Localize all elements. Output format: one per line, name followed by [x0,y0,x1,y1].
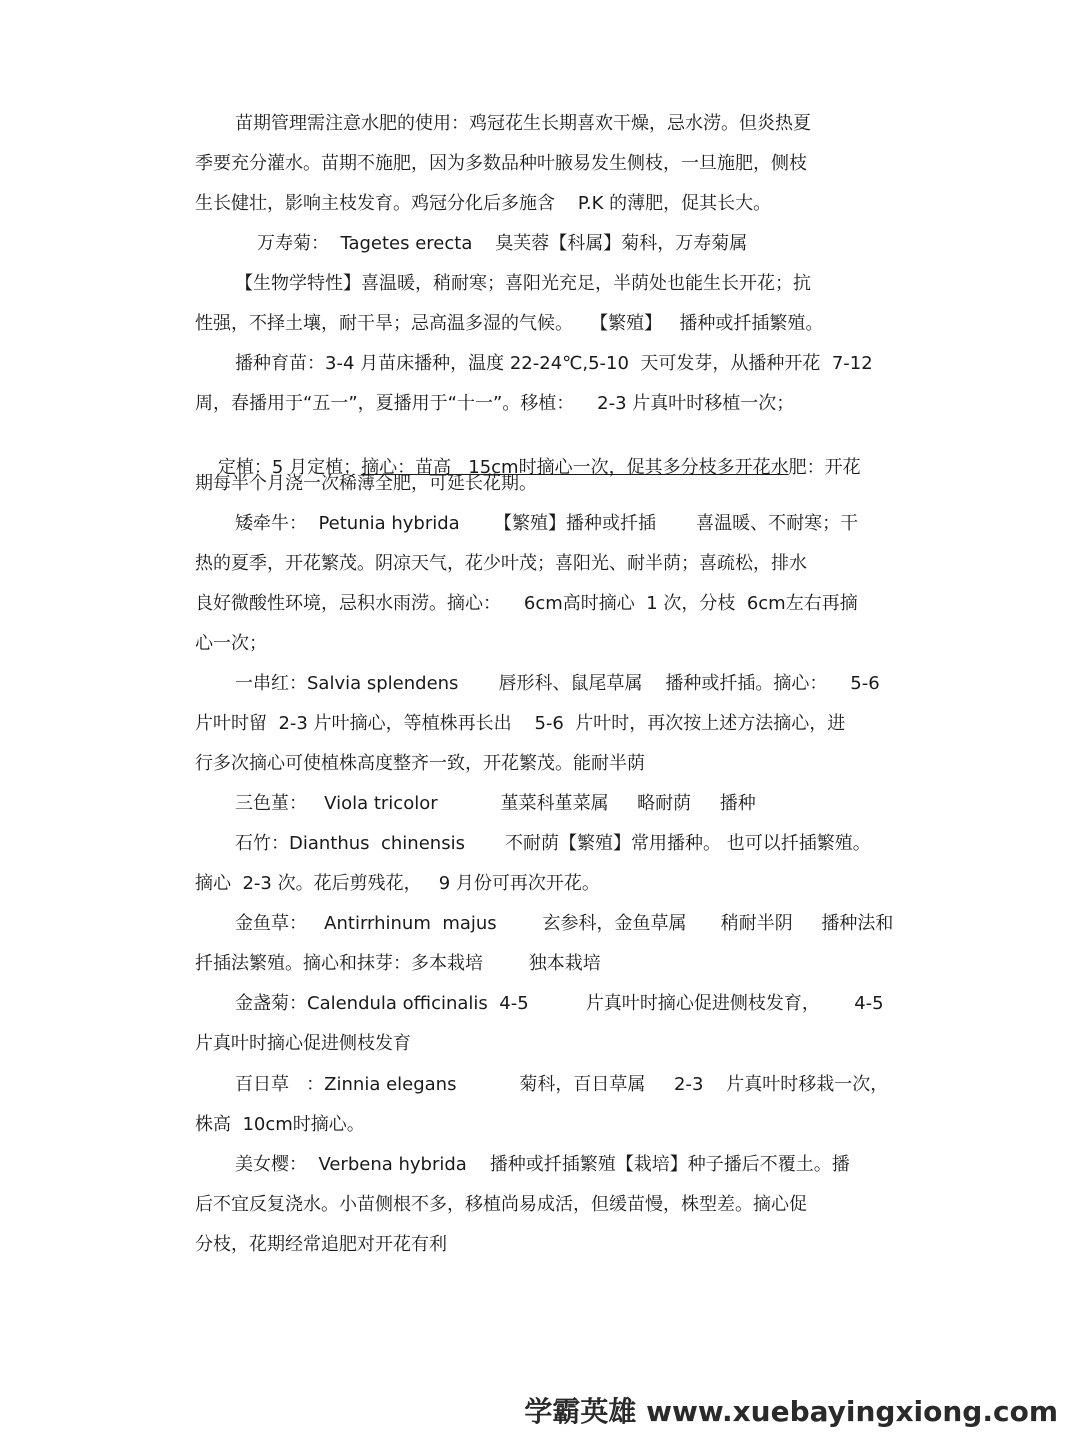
text-line: 良好微酸性环境，忌积水雨涝。摘心： 6cm高时摘心 1 次，分枝 6cm左右再摘 [195,593,858,614]
text-line: 美女樱： Verbena hybrida 播种或扦插繁殖【栽培】种子播后不覆土。播 [235,1154,850,1175]
text-line: 周，春播用于“五一”，夏播用于“十一”。移植： 2-3 片真叶时移植一次； [195,393,795,414]
text-line: 矮牵牛： Petunia hybrida 【繁殖】播种或扦插 喜温暖、不耐寒；干 [235,513,859,534]
text-line: 苗期管理需注意水肥的使用：鸡冠花生长期喜欢干燥，忌水涝。但炎热夏 [235,113,811,134]
text-line: 金盏菊：Calendula officinalis 4-5 片真叶时摘心促进侧枝发育， 4-5 [235,993,884,1014]
text-line: 金鱼草： Antirrhinum majus 玄参科，金鱼草属 稍耐半阴 播种法和 [235,913,894,934]
text-line: 株高 10cm时摘心。 [195,1114,365,1135]
text-segment: 肥：开花 [788,457,861,478]
text-line: 片叶时留 2-3 片叶摘心，等植株再长出 5-6 片叶时，再次按上述方法摘心，进 [195,713,846,734]
underlined-text: 摘心：苗高 15cm时摘心一次，促其多分枝多开花水 [361,457,789,478]
text-line: 摘心 2-3 次。花后剪残花， 9 月份可再次开花。 [195,873,600,894]
text-line: 性强，不择土壤，耐干旱；忌高温多湿的气候。 【繁殖】 播种或扦插繁殖。 [195,313,824,334]
text-line: 热的夏季，开花繁茂。阴凉天气，花少叶茂；喜阳光、耐半荫；喜疏松，排水 [195,553,807,574]
text-segment: 定植：5 月定植； [217,457,362,478]
text-line: 分枝，花期经常追肥对开花有利 [195,1234,447,1255]
text-line: 石竹：Dianthus chinensis 不耐荫【繁殖】常用播种。 也可以扦插繁殖。 [235,833,871,854]
text-line: 三色堇： Viola tricolor 堇菜科堇菜属 略耐荫 播种 [235,793,756,814]
footer-watermark: 学霸英雄 www.xuebayingxiong.com [524,1395,1058,1428]
text-line: 生长健壮，影响主枝发育。鸡冠分化后多施含 P.K 的薄肥，促其长大。 [195,193,772,214]
text-line: 百日草 ：Zinnia elegans 菊科，百日草属 2-3 片真叶时移栽一次， [235,1074,889,1095]
text-line: 万寿菊： Tagetes erecta 臭芙蓉【科属】菊科，万寿菊属 [257,233,748,254]
text-line: 季要充分灌水。苗期不施肥，因为多数品种叶腋易发生侧枝，一旦施肥，侧枝 [195,153,807,174]
text-line: 后不宜反复浇水。小苗侧根不多，移植尚易成活，但缓苗慢，株型差。摘心促 [195,1194,807,1215]
text-line: 期每半个月浇一次稀薄全肥，可延长花期。 [195,473,537,494]
text-line: 心一次； [195,633,267,654]
text-line: 扦插法繁殖。摘心和抹芽：多本栽培 独本栽培 [195,953,601,974]
text-line: 行多次摘心可使植株高度整齐一致，开花繁茂。能耐半荫 [195,753,645,774]
text-line: 【生物学特性】喜温暖，稍耐寒；喜阳光充足，半荫处也能生长开花；抗 [235,273,811,294]
text-line: 片真叶时摘心促进侧枝发育 [195,1033,411,1054]
text-line: 播种育苗：3-4 月苗床播种，温度 22-24℃,5-10 天可发芽，从播种开花 7-12 [235,353,873,374]
text-line: 一串红：Salvia splendens 唇形科、鼠尾草属 播种或扦插。摘心： 5-6 [235,673,880,694]
